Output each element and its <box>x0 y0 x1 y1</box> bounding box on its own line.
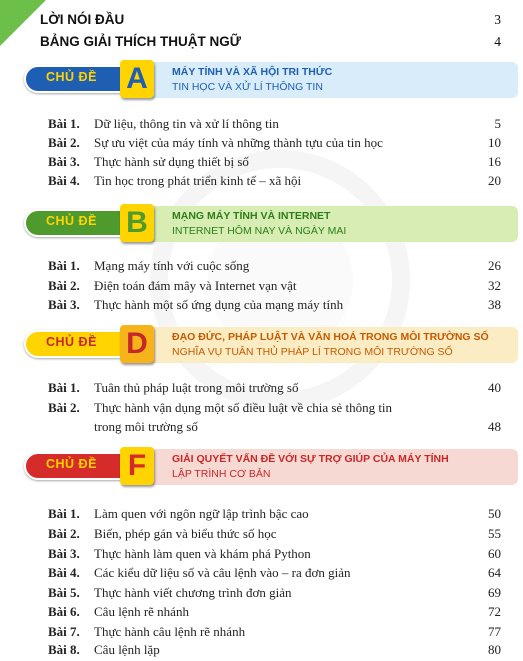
lesson-title: Thực hành sử dụng thiết bị số <box>94 154 249 169</box>
lesson-page: 10 <box>488 135 501 150</box>
entry-page: 4 <box>494 34 501 49</box>
topic-title: GIẢI QUYẾT VẤN ĐỀ VỚI SỰ TRỢ GIÚP CỦA MÁY TÍNH <box>172 453 449 465</box>
topic-tag-label: CHỦ ĐỀ <box>46 70 97 84</box>
lesson-page: 38 <box>488 297 501 312</box>
topic-tag-label: CHỦ ĐỀ <box>46 457 97 471</box>
lesson-page: 40 <box>488 380 501 395</box>
topic-tag-label: CHỦ ĐỀ <box>46 335 97 349</box>
topic-letter: F <box>120 447 154 485</box>
topic-banner-f[interactable] <box>24 449 518 485</box>
topic-title: MẠNG MÁY TÍNH VÀ INTERNET <box>172 210 331 222</box>
toc-entry-preface[interactable] <box>40 12 501 30</box>
lesson-number: Bài 3. <box>48 546 80 561</box>
lesson-number: Bài 3. <box>48 297 80 312</box>
topic-subtitle: INTERNET HÔM NAY VÀ NGÀY MAI <box>172 225 347 237</box>
lesson-number: Bài 4. <box>48 565 80 580</box>
lesson-page: 16 <box>488 154 501 169</box>
lesson-title: Biến, phép gán và biểu thức số học <box>94 526 277 541</box>
lesson-title: Thực hành vận dụng một số điều luật về chia sẻ thông tin <box>94 400 393 415</box>
entry-title: BẢNG GIẢI THÍCH THUẬT NGỮ <box>40 34 241 49</box>
lesson-title: Làm quen với ngôn ngữ lập trình bậc cao <box>94 506 309 521</box>
topic-letter: B <box>120 204 154 242</box>
lesson-title: Câu lệnh lặp <box>94 642 160 657</box>
lesson-number: Bài 1. <box>48 258 80 273</box>
lesson-entry[interactable] <box>48 624 501 642</box>
lesson-entry[interactable] <box>48 135 501 153</box>
lesson-page: 32 <box>488 278 501 293</box>
lesson-number: Bài 2. <box>48 278 80 293</box>
lesson-title: Dữ liệu, thông tin và xử lí thông tin <box>94 116 279 131</box>
lesson-entry[interactable] <box>48 400 501 418</box>
lesson-page: 50 <box>488 506 501 521</box>
lesson-entry[interactable] <box>48 506 501 524</box>
lesson-page: 69 <box>488 585 501 600</box>
lesson-title: Thực hành câu lệnh rẽ nhánh <box>94 624 246 639</box>
lesson-title: Sự ưu việt của máy tính và những thành tựu của tin học <box>94 135 383 150</box>
lesson-title: Thực hành làm quen và khám phá Python <box>94 546 311 561</box>
lesson-title: Câu lệnh rẽ nhánh <box>94 604 189 619</box>
lesson-entry[interactable] <box>48 546 501 564</box>
lesson-page: 48 <box>488 419 501 434</box>
lesson-title: Thực hành viết chương trình đơn giản <box>94 585 292 600</box>
lesson-entry[interactable] <box>48 278 501 296</box>
lesson-number: Bài 2. <box>48 135 80 150</box>
lesson-page: 5 <box>494 116 501 131</box>
topic-letter: D <box>120 325 154 363</box>
lesson-title: Tuân thủ pháp luật trong môi trường số <box>94 380 299 395</box>
lesson-entry[interactable] <box>48 526 501 544</box>
lesson-number: Bài 5. <box>48 585 80 600</box>
lesson-entry[interactable] <box>48 642 501 660</box>
lesson-entry[interactable] <box>48 565 501 583</box>
lesson-number: Bài 1. <box>48 116 80 131</box>
toc-entry-glossary[interactable] <box>40 34 501 52</box>
lesson-entry[interactable] <box>48 604 501 622</box>
topic-banner-d[interactable] <box>24 327 518 363</box>
lesson-page: 77 <box>488 624 501 639</box>
entry-page: 3 <box>494 12 501 27</box>
lesson-entry[interactable] <box>48 380 501 398</box>
topic-title: ĐẠO ĐỨC, PHÁP LUẬT VÀ VĂN HOÁ TRONG MÔI TRƯỜNG SỐ <box>172 331 489 343</box>
lesson-title-line2: trong môi trường số <box>94 419 198 434</box>
lesson-entry[interactable] <box>48 173 501 191</box>
lesson-entry[interactable] <box>48 154 501 172</box>
topic-tag-label: CHỦ ĐỀ <box>46 214 97 228</box>
lesson-number: Bài 7. <box>48 624 80 639</box>
lesson-entry[interactable] <box>48 297 501 315</box>
lesson-number: Bài 4. <box>48 173 80 188</box>
lesson-page: 55 <box>488 526 501 541</box>
lesson-number: Bài 1. <box>48 506 80 521</box>
lesson-page: 72 <box>488 604 501 619</box>
lesson-number: Bài 8. <box>48 642 80 657</box>
lesson-title: Thực hành một số ứng dụng của mạng máy tính <box>94 297 344 312</box>
lesson-title: Điện toán đám mây và Internet vạn vật <box>94 278 297 293</box>
topic-title: MÁY TÍNH VÀ XÃ HỘI TRI THỨC <box>172 66 333 78</box>
lesson-page: 64 <box>488 565 501 580</box>
lesson-number: Bài 3. <box>48 154 80 169</box>
lesson-title: Các kiểu dữ liệu số và câu lệnh vào – ra đơn giản <box>94 565 351 580</box>
topic-subtitle: NGHĨA VỤ TUÂN THỦ PHÁP LÍ TRONG MÔI TRƯỜNG SỐ <box>172 346 453 358</box>
lesson-title: Tin học trong phát triển kinh tế – xã hội <box>94 173 302 188</box>
lesson-page: 60 <box>488 546 501 561</box>
lesson-page: 26 <box>488 258 501 273</box>
lesson-number: Bài 2. <box>48 526 80 541</box>
lesson-entry-continued[interactable] <box>48 419 501 437</box>
topic-letter: A <box>120 60 154 98</box>
lesson-page: 80 <box>488 642 501 657</box>
topic-subtitle: LẬP TRÌNH CƠ BẢN <box>172 468 271 480</box>
entry-title: LỜI NÓI ĐẦU <box>40 12 125 27</box>
lesson-number: Bài 6. <box>48 604 80 619</box>
lesson-entry[interactable] <box>48 116 501 134</box>
lesson-number: Bài 2. <box>48 400 80 415</box>
topic-banner-b[interactable] <box>24 206 518 242</box>
lesson-title: Mạng máy tính với cuộc sống <box>94 258 250 273</box>
topic-subtitle: TIN HỌC VÀ XỬ LÍ THÔNG TIN <box>172 81 323 93</box>
lesson-page: 20 <box>488 173 501 188</box>
topic-banner-a[interactable] <box>24 62 518 98</box>
lesson-number: Bài 1. <box>48 380 80 395</box>
lesson-entry[interactable] <box>48 258 501 276</box>
lesson-entry[interactable] <box>48 585 501 603</box>
